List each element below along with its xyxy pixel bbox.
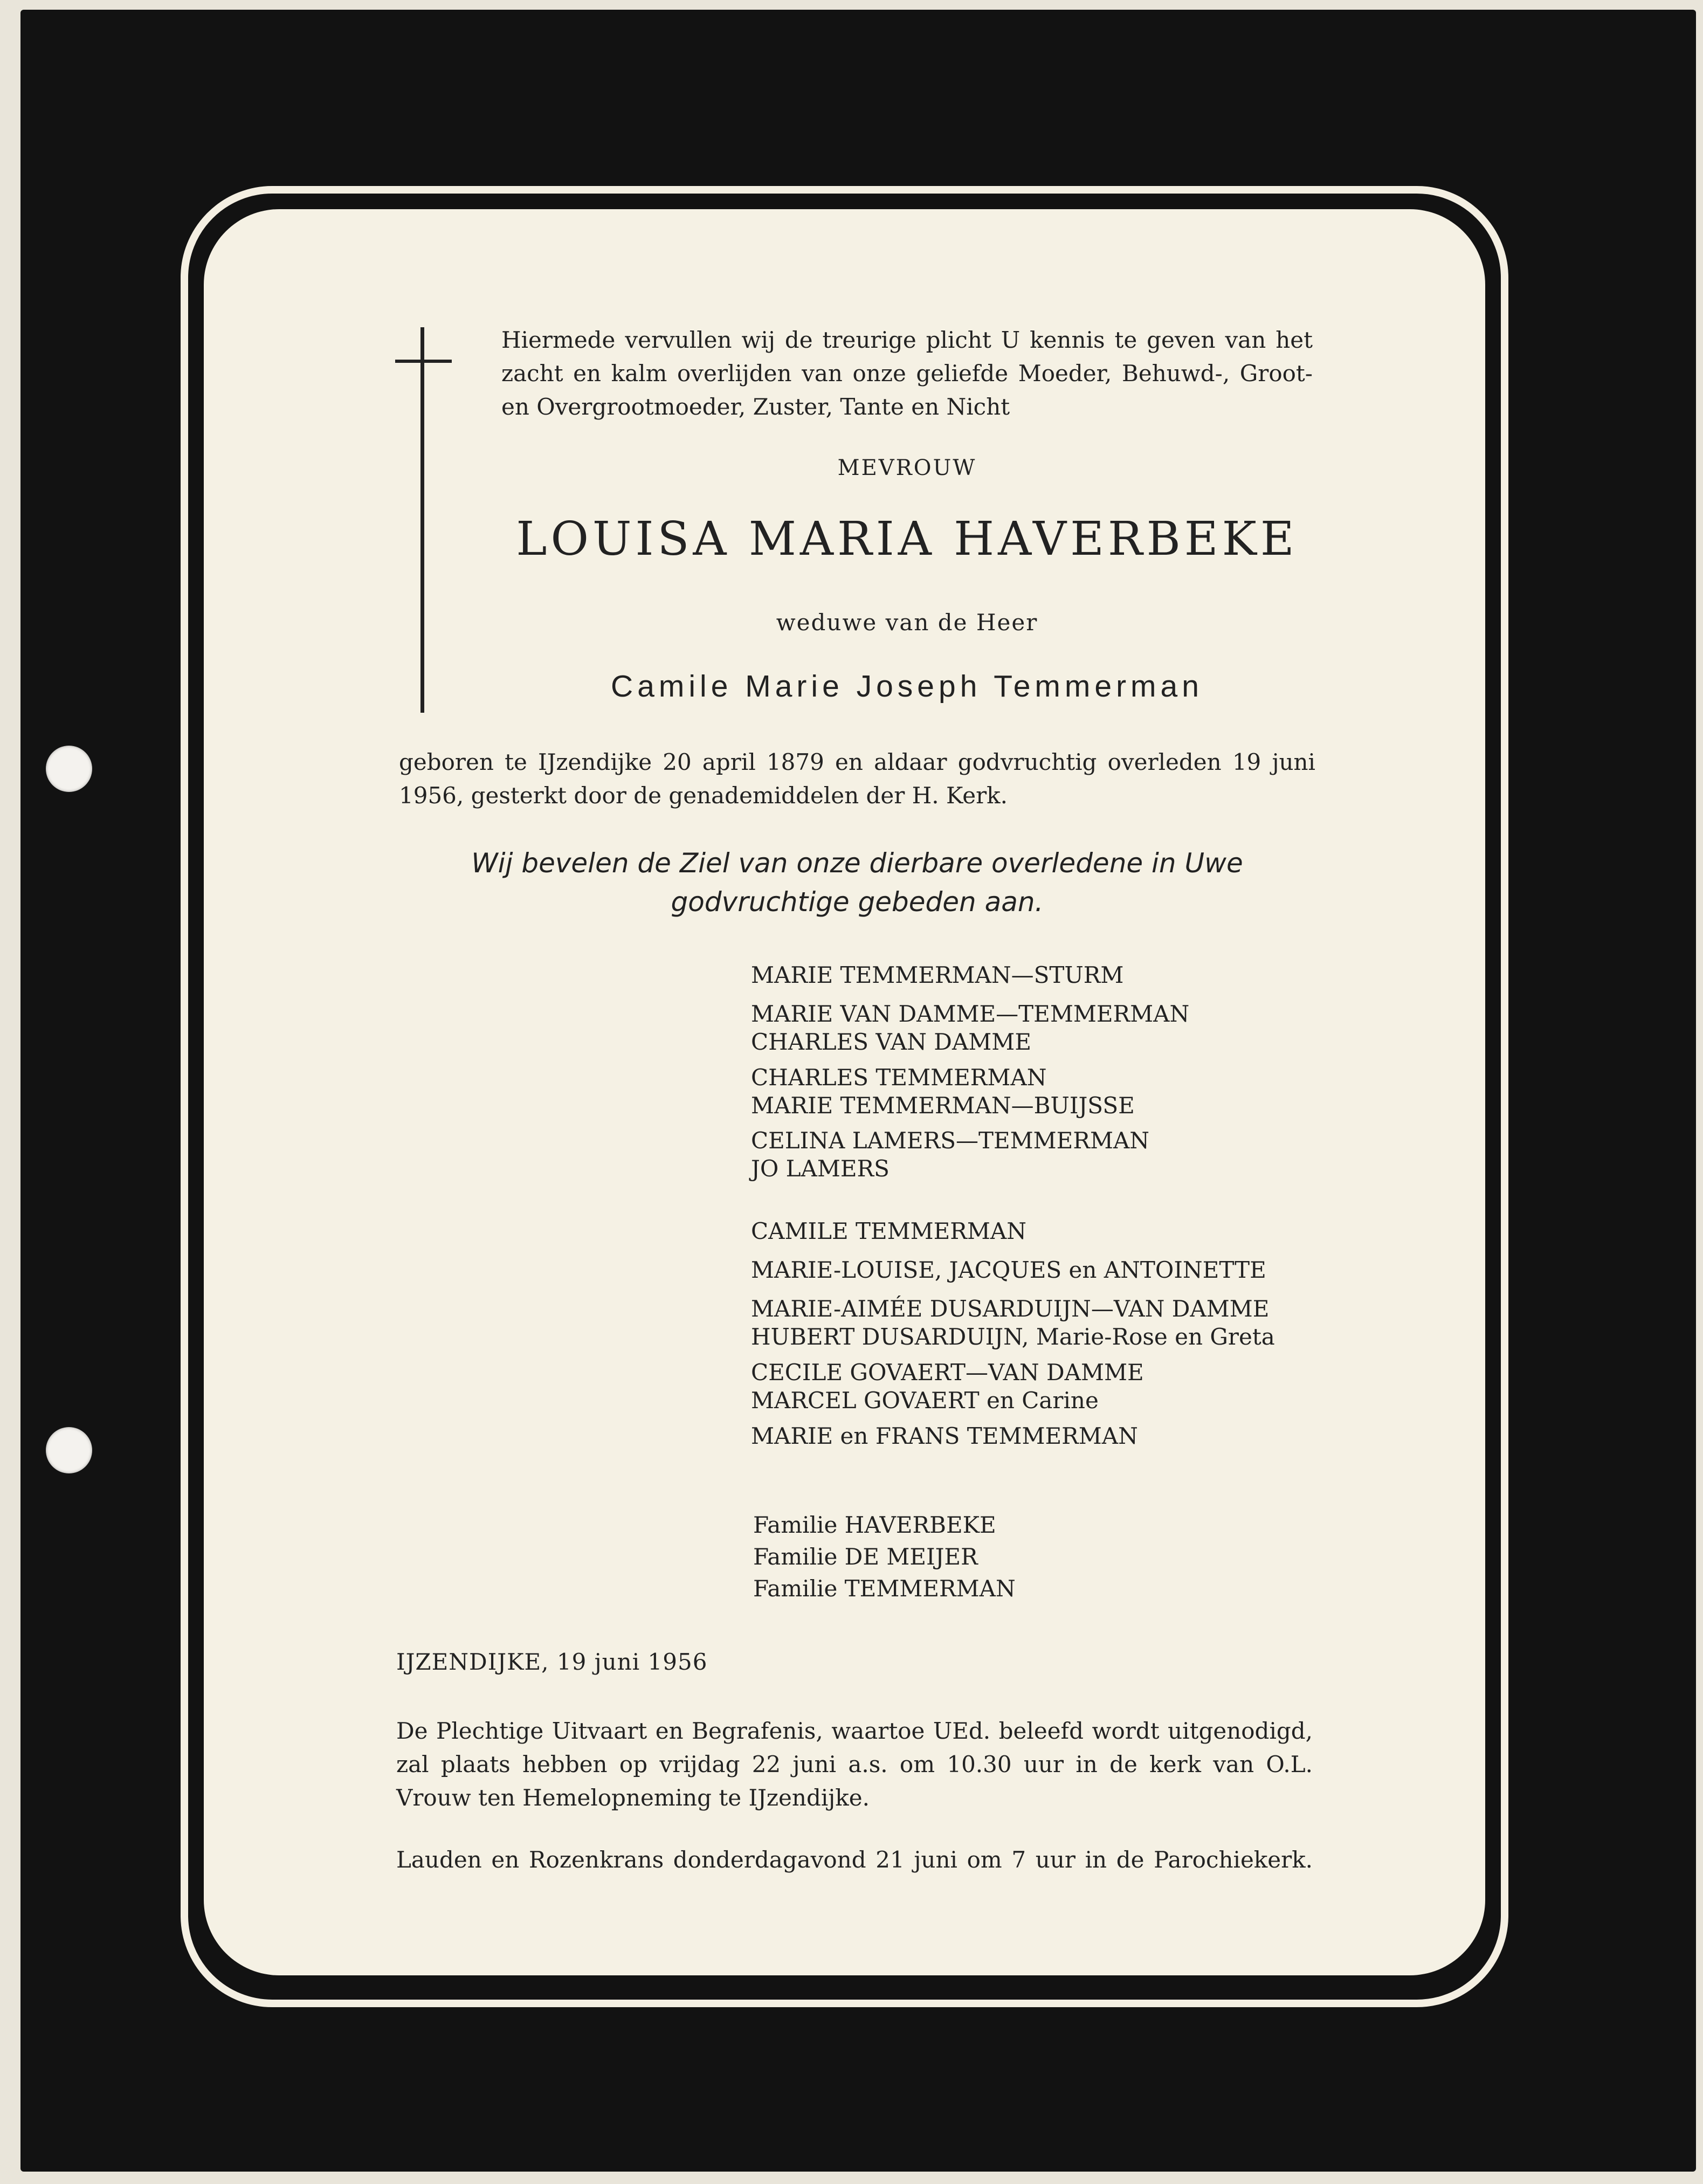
vigil-notice: Lauden en Rozenkrans donderdagavond 21 juni om 7 uur in de Parochiekerk. — [396, 1847, 1313, 1873]
deceased-name: LOUISA MARIA HAVERBEKE — [516, 512, 1298, 566]
mourner-names: CECILE GOVAERT—VAN DAMME MARCEL GOVAERT en Carine — [751, 1359, 1144, 1414]
intro-text: Hiermede vervullen wij de treurige plicht U kennis te geven van het zacht en kalm overlijden van onze geliefde Moeder, Behuwd-, Groot- en Overgrootmoeder, Zuster, Tante en Nicht — [501, 327, 1313, 420]
place-date: IJZENDIJKE, 19 juni 1956 — [396, 1649, 708, 1675]
mourner-names: MARIE-AIMÉE DUSARDUIJN—VAN DAMME HUBERT DUSARDUIJN, Marie-Rose en Greta — [751, 1296, 1275, 1350]
mourner-names: MARIE-LOUISE, JACQUES en ANTOINETTE — [751, 1257, 1266, 1283]
mourner-names: CELINA LAMERS—TEMMERMAN JO LAMERS — [751, 1127, 1150, 1182]
mourner-names: CAMILE TEMMERMAN — [751, 1218, 1027, 1244]
mourner-names: MARIE en FRANS TEMMERMAN — [751, 1423, 1138, 1449]
funeral-notice: De Plechtige Uitvaart en Begrafenis, waartoe UEd. beleefd wordt uitgenodigd, zal plaats hebben op vrijdag 22 juni a.s. om 10.30 uur in de kerk van O.L. Vrouw ten Hemelopneming te IJzendijke. — [396, 1718, 1313, 1811]
mourner-names: MARIE VAN DAMME—TEMMERMAN CHARLES VAN DAMME — [751, 1001, 1190, 1055]
mourner-names: MARIE TEMMERMAN—STURM — [751, 962, 1124, 988]
mourner-names: CHARLES TEMMERMAN MARIE TEMMERMAN—BUIJSSE — [751, 1064, 1135, 1119]
prayer-request: Wij bevelen de Ziel van onze dierbare overledene in Uwe godvruchtige gebeden aan. — [471, 848, 1243, 918]
family-line: Familie DE MEIJER — [753, 1544, 978, 1570]
widow-of-text: weduwe van de Heer — [776, 609, 1038, 636]
husband-name: Camile Marie Joseph Temmerman — [611, 669, 1203, 704]
family-line: Familie TEMMERMAN — [753, 1575, 1016, 1602]
title-mevrouw: MEVROUW — [837, 456, 977, 480]
birth-death-text: geboren te IJzendijke 20 april 1879 en aldaar godvruchtig overleden 19 juni 1956, gesterkt door de genademiddelen der H. Kerk. — [399, 749, 1315, 809]
family-line: Familie HAVERBEKE — [753, 1512, 996, 1538]
